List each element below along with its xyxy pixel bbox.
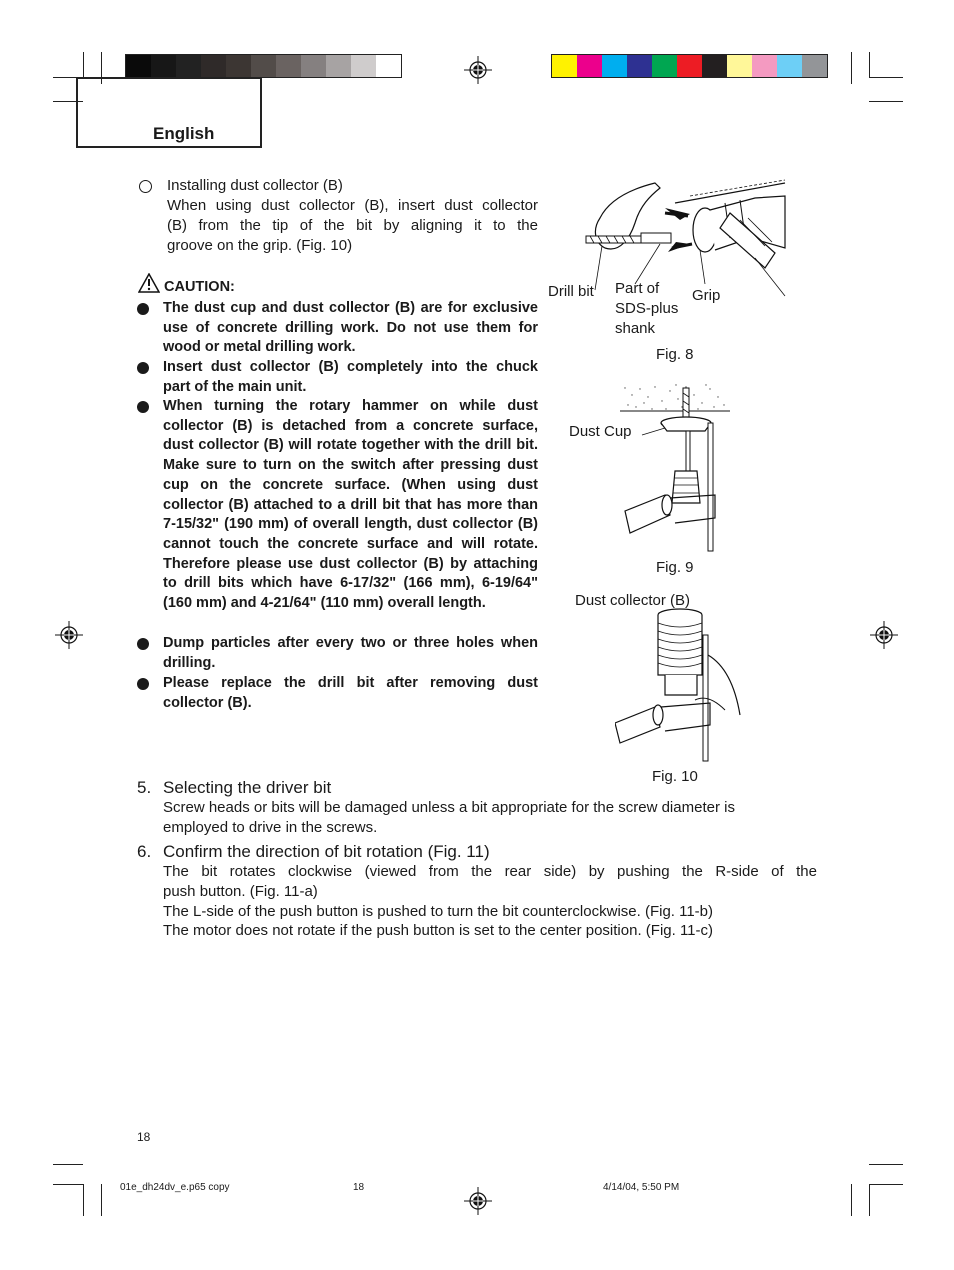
dust-collector-line: (B) from the tip of the bit by aligning it to the [167,217,538,234]
color-swatch [727,55,752,77]
color-swatch [602,55,627,77]
section6-title: Confirm the direction of bit rotation (Fig. 11) [163,842,490,861]
bullet-icon [137,401,149,413]
color-swatch [777,55,802,77]
section6-line: The L-side of the push button is pushed to turn the bit counterclockwise. (Fig. 11-b) [163,903,714,920]
color-swatch [301,55,326,77]
caution-item: Dump particles after every two or three holes when drilling. [163,635,538,671]
grayscale-bar [125,54,402,78]
registration-mark-icon [870,621,898,649]
section5-number: 5. [137,778,152,797]
dust-collector-line: When using dust collector (B), insert dust collector [167,197,538,214]
fig9-illustration [620,383,730,553]
fig10-label-dust-collector: Dust collector (B) [575,592,691,609]
color-swatch [652,55,677,77]
color-swatch [702,55,727,77]
fig8-caption: Fig. 8 [656,346,694,363]
color-swatch [376,55,401,77]
section5-line: employed to drive in the screws. [163,819,378,836]
fig10-illustration [615,605,745,765]
color-swatch [226,55,251,77]
fig8-label-sds-3: shank [615,320,656,337]
color-swatch [126,55,151,77]
color-swatch [201,55,226,77]
caution-item: The dust cup and dust collector (B) are for exclusive use of concrete drilling work. Do not use them for wood or metal drilling work. [163,300,538,356]
warning-icon [138,273,160,293]
fig8-label-sds-2: SDS-plus [615,300,679,317]
section6-line: The motor does not rotate if the push button is set to the center position. (Fig. 11-c) [163,922,714,939]
fig9-label-dust-cup: Dust Cup [569,423,632,440]
color-swatch [151,55,176,77]
color-bar [551,54,828,78]
color-swatch [326,55,351,77]
color-swatch [677,55,702,77]
color-swatch [552,55,577,77]
caution-label: CAUTION: [164,279,235,295]
footer-file-name: 01e_dh24dv_e.p65 copy [120,1182,230,1193]
fig8-illustration [580,178,790,298]
dust-collector-title: Installing dust collector (B) [167,177,343,194]
color-swatch [802,55,827,77]
page-number: 18 [137,1130,151,1144]
bullet-icon [137,303,149,315]
caution-item: Please replace the drill bit after removing dust collector (B). [163,675,538,711]
color-swatch [176,55,201,77]
bullet-icon [137,362,149,374]
fig8-label-drill-bit: Drill bit [548,283,594,300]
color-swatch [752,55,777,77]
section5-line: Screw heads or bits will be damaged unless a bit appropriate for the screw diameter is [163,799,735,816]
dust-collector-line: groove on the grip. (Fig. 10) [167,237,353,254]
caution-item: Insert dust collector (B) completely into the chuck part of the main unit. [163,359,538,395]
fig8-label-grip: Grip [692,287,721,304]
registration-mark-icon [464,1187,492,1215]
color-swatch [351,55,376,77]
section6-line: The bit rotates clockwise (viewed from the rear side) by pushing the R-side of the [163,863,817,880]
circle-bullet-icon [139,180,152,193]
section5-title: Selecting the driver bit [163,778,332,797]
registration-mark-icon [55,621,83,649]
color-swatch [577,55,602,77]
section6-number: 6. [137,842,152,861]
section6-line: push button. (Fig. 11-a) [163,883,318,900]
fig10-caption: Fig. 10 [652,768,698,785]
bullet-icon [137,638,149,650]
footer-timestamp: 4/14/04, 5:50 PM [603,1182,680,1193]
color-swatch [251,55,276,77]
caution-item: When turning the rotary hammer on while dust collector (B) is detached from a concrete surface, dust collector (B) will rotate together with the drill bit. Make sure to turn on the switch after pressing dust cup on the concrete surface. (When using dust collector (B) attached to a drill bit that has more than 7-15/32" (190 mm) of overall length, dust collector (B) cannot touch the concrete surface and will rotate. Therefore please use dust collector (B) by attaching to drill bits which have 6-17/32" (166 mm), 6-19/64" (160 mm) and 4-21/64" (110 mm) overall length. [163,398,538,612]
language-label: English [153,124,215,143]
bullet-icon [137,678,149,690]
language-tab [76,77,262,148]
color-swatch [627,55,652,77]
color-swatch [276,55,301,77]
registration-mark-icon [464,56,492,84]
footer-file-page: 18 [353,1182,365,1193]
fig8-label-sds-1: Part of [615,280,660,297]
fig9-caption: Fig. 9 [656,559,694,576]
